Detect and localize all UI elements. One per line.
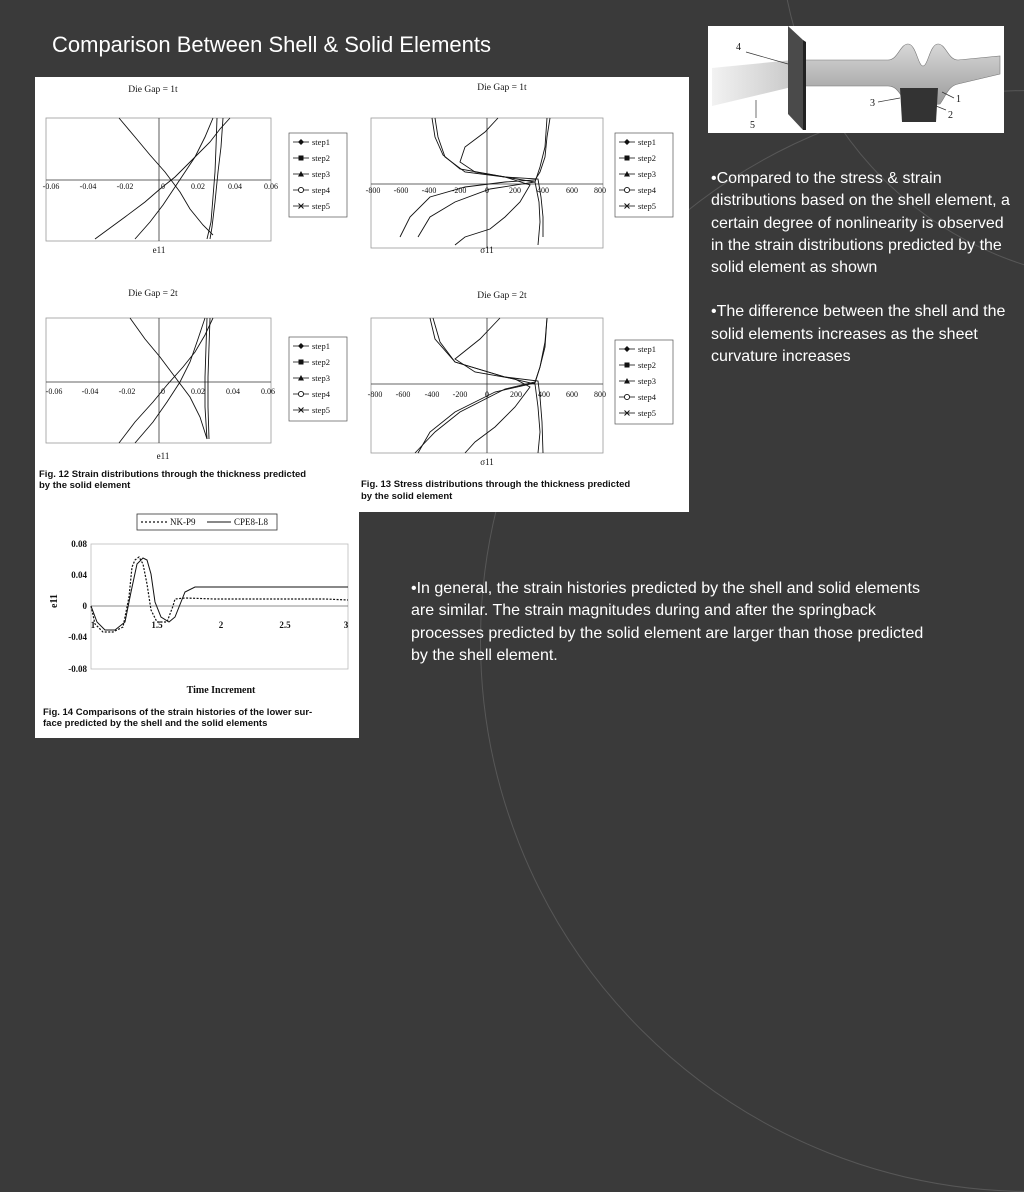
- figure-caption-12: Fig. 12 Strain distributions through the thickness predicted: [39, 469, 307, 480]
- x-tick-labels: [91, 620, 349, 630]
- figure-strain-stress-distributions: [35, 77, 689, 512]
- tick-label: 0.04: [226, 387, 240, 396]
- series-step3: [418, 118, 547, 237]
- legend-label: step5: [312, 405, 330, 415]
- legend-label: step4: [638, 185, 656, 195]
- tick-label: 400: [538, 390, 550, 399]
- chart-strain-die-gap-1t: [43, 85, 347, 255]
- bullet-paragraph: •Compared to the stress & strain distributions based on the shell element, a certain degree of nonlinearity is observed in the strain distributions predicted by the solid element as shown: [711, 170, 1010, 277]
- legend-label: step3: [638, 376, 656, 386]
- tick-label: 0: [161, 182, 165, 191]
- tick-label: 0: [485, 186, 489, 195]
- chart-strain-die-gap-2t: [46, 289, 347, 461]
- y-axis-label: e11: [49, 594, 60, 608]
- bullet-text-bottom: [411, 578, 931, 667]
- tick-label: 400: [537, 186, 549, 195]
- legend-label: step1: [638, 137, 656, 147]
- legend-label: step3: [312, 169, 330, 179]
- series-step2: [130, 318, 207, 439]
- legend-label: step4: [312, 185, 330, 195]
- figure-caption-14: Fig. 14 Comparisons of the strain histories of the lower sur-: [43, 707, 313, 718]
- x-axis-label: σ11: [480, 245, 494, 255]
- callout-label: 1: [956, 94, 961, 105]
- chart-stress-die-gap-1t: [366, 83, 673, 255]
- chart-stress-die-gap-2t: [368, 291, 673, 467]
- plot-frame: [91, 544, 348, 669]
- legend-label: step5: [638, 201, 656, 211]
- x-tick-labels: [46, 387, 275, 396]
- tick-label: 3: [343, 620, 349, 630]
- tick-label: -400: [421, 186, 437, 195]
- tick-label: -200: [451, 186, 467, 195]
- tick-label: -0.06: [42, 182, 60, 191]
- tick-label: -800: [365, 186, 381, 195]
- tick-label: -400: [424, 390, 440, 399]
- tick-label: 0: [82, 601, 87, 611]
- tick-label: -0.04: [81, 387, 99, 396]
- callout-label: 2: [948, 110, 953, 121]
- figure-strain-history: [35, 512, 359, 738]
- series-step4: [205, 318, 207, 439]
- legend-label: step3: [638, 169, 656, 179]
- series-lines: [119, 318, 213, 443]
- tick-label: -600: [393, 186, 409, 195]
- die-plate: [788, 26, 803, 130]
- x-axis-label: σ11: [480, 457, 494, 467]
- bullet-paragraph: •In general, the strain histories predicted by the shell and solid elements are similar. The strain magnitudes during and after the springback processes predicted by the solid element are larger than those predicted by the shell element.: [411, 580, 924, 664]
- history-legend: [137, 514, 277, 530]
- tick-label: -0.04: [79, 182, 97, 191]
- legend: [289, 133, 347, 217]
- tick-label: 200: [510, 390, 522, 399]
- legend-label: step5: [312, 201, 330, 211]
- tick-label: 600: [566, 390, 578, 399]
- series-step1: [95, 118, 230, 239]
- punch-block: [900, 88, 938, 122]
- model-3d-image: [708, 26, 1004, 133]
- series-step3: [135, 118, 213, 239]
- series-step5: [208, 318, 210, 439]
- y-tick-labels: [68, 539, 87, 674]
- tick-label: 200: [509, 186, 521, 195]
- tick-label: 0.02: [191, 387, 205, 396]
- callout-label: 5: [750, 120, 755, 131]
- callout-label: 4: [736, 42, 741, 53]
- tick-label: 2.5: [279, 620, 291, 630]
- slide-title: Comparison Between Shell & Solid Elements: [52, 32, 492, 57]
- legend-label: step2: [638, 153, 656, 163]
- x-axis-label: e11: [156, 451, 170, 461]
- legend-label: CPE8-L8: [234, 517, 269, 527]
- series-step4: [207, 118, 217, 239]
- tick-label: 0: [161, 387, 165, 396]
- plot-frame: [46, 318, 271, 443]
- figure-caption-13: Fig. 13 Stress distributions through the thickness predicted: [361, 479, 631, 490]
- legend: [289, 337, 347, 421]
- figure-caption-14-cont: face predicted by the shell and the solid elements: [43, 718, 268, 729]
- legend-label: step1: [638, 344, 656, 354]
- tick-label: -0.02: [118, 387, 136, 396]
- series-step2: [430, 318, 543, 453]
- legend-label: NK-P9: [170, 517, 196, 527]
- x-axis-label: Time Increment: [186, 685, 256, 696]
- chart-title: Die Gap = 1t: [128, 85, 178, 95]
- chart-title: Die Gap = 2t: [128, 289, 178, 299]
- callout-label: 3: [870, 98, 875, 109]
- series-step3: [135, 318, 205, 443]
- series-lines: [415, 318, 547, 453]
- series-step2: [116, 118, 213, 235]
- tick-label: -600: [395, 390, 411, 399]
- figure-caption-12-cont: by the solid element: [39, 480, 131, 491]
- series-step5: [455, 118, 530, 245]
- legend-label: step4: [312, 389, 330, 399]
- legend-label: step4: [638, 392, 656, 402]
- series-lines: [95, 118, 230, 239]
- bullet-paragraph: •The difference between the shell and the solid elements increases as the sheet curvature increases: [711, 303, 1006, 366]
- legend-label: step1: [312, 341, 330, 351]
- x-tick-labels: [43, 182, 278, 191]
- tick-label: 1.5: [151, 620, 163, 630]
- die-plate-edge: [803, 40, 806, 130]
- legend-label: step2: [638, 360, 656, 370]
- tick-label: -0.08: [68, 664, 87, 674]
- tick-label: -0.02: [116, 182, 134, 191]
- x-axis-label: e11: [152, 245, 166, 255]
- plot-frame: [46, 118, 271, 241]
- legend-label: step3: [312, 373, 330, 383]
- series-step1: [400, 118, 550, 237]
- tick-label: -800: [367, 390, 383, 399]
- chart-title: Die Gap = 2t: [477, 291, 527, 301]
- tick-label: 0.04: [228, 182, 242, 191]
- tick-label: 2: [218, 620, 224, 630]
- legend: [615, 340, 673, 424]
- tick-label: 1: [90, 620, 96, 630]
- tick-label: 0.06: [264, 182, 278, 191]
- tick-label: -0.06: [45, 387, 63, 396]
- legend-label: step2: [312, 357, 330, 367]
- figure-caption-13-cont: by the solid element: [361, 491, 453, 502]
- legend-label: step2: [312, 153, 330, 163]
- series-lines: [400, 118, 550, 245]
- series-step2: [435, 118, 543, 237]
- tick-label: 600: [566, 186, 578, 195]
- tick-label: 800: [594, 186, 606, 195]
- tick-label: 0.08: [71, 539, 87, 549]
- tick-label: -0.04: [68, 632, 87, 642]
- tick-label: 800: [594, 390, 606, 399]
- chart-title: Die Gap = 1t: [477, 83, 527, 93]
- tick-label: 0.06: [261, 387, 275, 396]
- tick-label: 0.02: [191, 182, 205, 191]
- bullet-text-right: [711, 168, 1016, 368]
- legend: [615, 133, 673, 217]
- legend-label: step1: [312, 137, 330, 147]
- tick-label: 0: [485, 390, 489, 399]
- series-step4: [432, 118, 540, 245]
- x-tick-labels: [368, 390, 606, 399]
- legend-label: step5: [638, 408, 656, 418]
- tick-label: -200: [452, 390, 468, 399]
- tick-label: 0.04: [71, 570, 87, 580]
